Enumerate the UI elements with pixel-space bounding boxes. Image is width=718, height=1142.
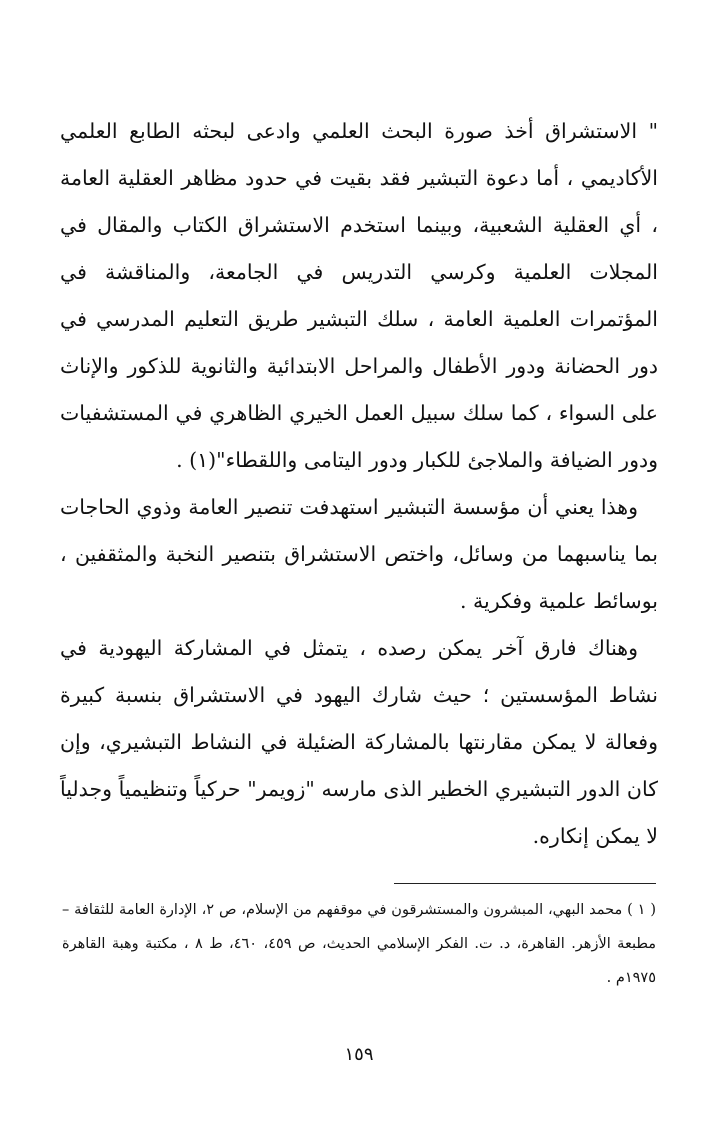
page-number: ١٥٩	[344, 1044, 374, 1065]
footnote	[62, 893, 656, 995]
paragraph-quote: " الاستشراق أخذ صورة البحث العلمي وادعى لبحثه الطابع العلمي الأكاديمي ، أما دعوة التبشير فقد بقيت في حدود مظاهر العقلية العامة ، أي العقلية الشعبية، وبينما استخدم الاستشراق الكتاب والمقال في المجلات العلمية وكرسي التدريس في الجامعة، والمناقشة في المؤتمرات العلمية العامة ، سلك التبشير طريق التعليم المدرسي في دور الحضانة ودور الأطفال والمراحل الابتدائية والثانوية للذكور والإناث على السواء ، كما سلك سبيل العمل الخيري الظاهري في المستشفيات ودور الضيافة والملاجئ للكبار ودور اليتامى واللقطاء"(١) .	[60, 119, 658, 472]
footnote-separator	[394, 883, 656, 884]
paragraph-target-audience: وهذا يعني أن مؤسسة التبشير استهدفت تنصير العامة وذوي الحاجات بما يناسبهما من وسائل، واختص الاستشراق بتنصير النخبة والمثقفين ، بوسائط علمية وفكرية .	[60, 495, 658, 613]
paragraph-jewish-participation: وهناك فارق آخر يمكن رصده ، يتمثل في المشاركة اليهودية في نشاط المؤسستين ؛ حيث شارك اليهود في الاستشراق بنسبة كبيرة وفعالة لا يمكن مقارنتها بالمشاركة الضئيلة في النشاط التبشيري، وإن كان الدور التبشيري الخطير الذى مارسه "زويمر" حركياً وتنظيمياً وجدلياً لا يمكن إنكاره.	[60, 636, 658, 848]
main-text	[60, 108, 658, 860]
footnote-text: ( ١ ) محمد البهي، المبشرون والمستشرقون في موقفهم من الإسلام، ص ٢، الإدارة العامة للثقافة – مطبعة الأزهر. القاهرة، د. ت. الفكر الإسلامي الحديث، ص ٤٥٩، ٤٦٠، ط ٨ ، مكتبة وهبة القاهرة ١٩٧٥م .	[62, 902, 657, 986]
